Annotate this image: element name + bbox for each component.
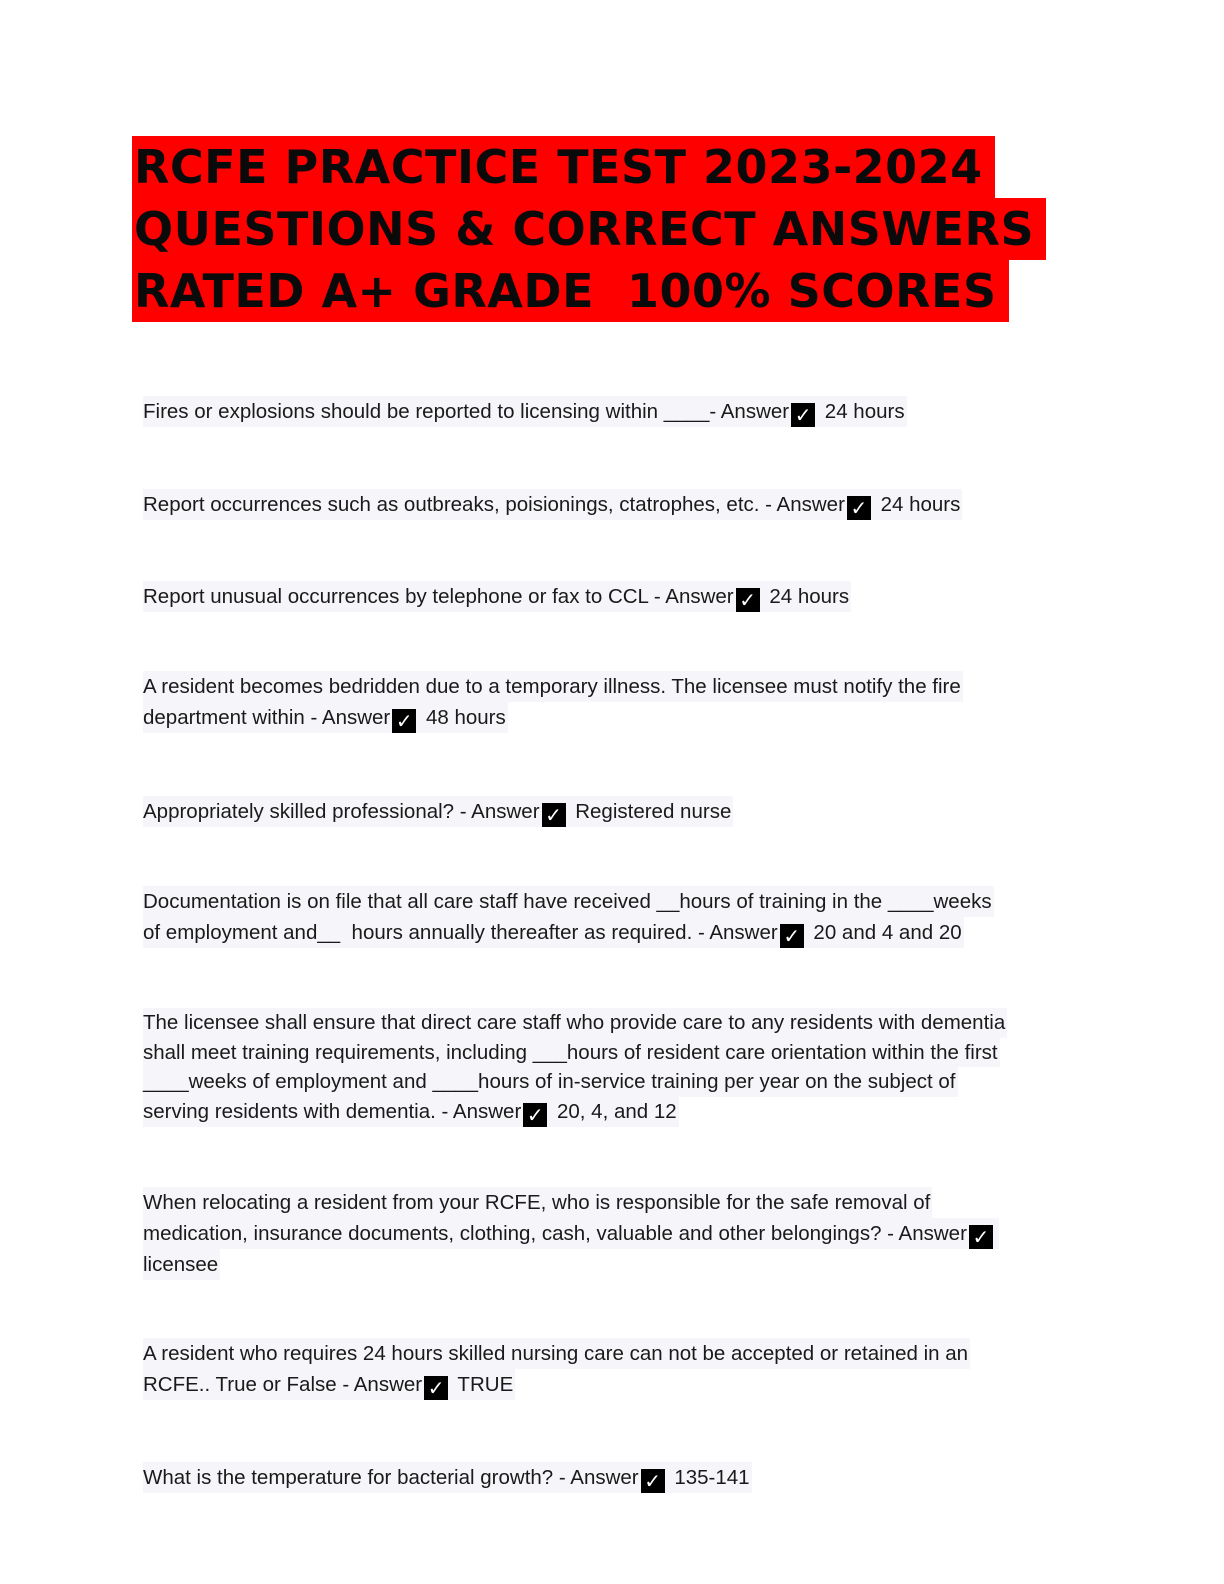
- qa-item: [143, 1008, 1007, 1127]
- answer-text: 24 hours: [819, 400, 905, 423]
- qa-item: [143, 1462, 752, 1493]
- question-text: Fires or explosions should be reported to licensing within ____- Answer: [143, 400, 790, 423]
- qa-line: [143, 581, 851, 612]
- question-text: Report occurrences such as outbreaks, poisionings, ctatrophes, etc. - Answer: [143, 493, 845, 516]
- qa-line: [143, 917, 964, 948]
- qa-item: [143, 796, 733, 827]
- qa-item: [143, 886, 994, 948]
- check-mark-icon: ✓: [847, 496, 871, 520]
- check-mark-icon: ✓: [424, 1376, 448, 1400]
- question-text: of employment and__ hours annually thereafter as required. - Answer: [143, 921, 778, 944]
- check-mark-icon: ✓: [542, 803, 566, 827]
- check-mark-icon: ✓: [969, 1225, 993, 1249]
- qa-item: [143, 1187, 999, 1280]
- qa-line: [143, 1462, 752, 1493]
- answer-text: 20 and 4 and 20: [807, 921, 962, 944]
- answer-text: 20, 4, and 12: [551, 1099, 677, 1123]
- question-text: serving residents with dementia. - Answer: [143, 1099, 522, 1123]
- answer-text: licensee: [143, 1249, 220, 1280]
- answer-text: TRUE: [452, 1373, 514, 1396]
- question-text: Report unusual occurrences by telephone or fax to CCL - Answer: [143, 585, 734, 608]
- qa-line: Documentation is on file that all care staff have received __hours of training in the ____weeks: [143, 886, 994, 917]
- check-mark-icon: ✓: [523, 1103, 547, 1127]
- qa-line: When relocating a resident from your RCFE, who is responsible for the safe removal of: [143, 1187, 932, 1218]
- qa-item: [143, 396, 907, 427]
- qa-line: [143, 1218, 999, 1249]
- title-line-1: RCFE PRACTICE TEST 2023-2024: [132, 136, 995, 198]
- title-line-3: RATED A+ GRADE 100% SCORES: [132, 260, 1009, 322]
- qa-line: [143, 489, 962, 520]
- qa-line: [143, 796, 733, 827]
- qa-item: [143, 581, 851, 612]
- qa-line: A resident who requires 24 hours skilled nursing care can not be accepted or retained in an: [143, 1338, 970, 1369]
- qa-item: [143, 671, 963, 733]
- answer-text: Registered nurse: [569, 800, 732, 823]
- qa-item: [143, 1338, 970, 1400]
- check-mark-icon: ✓: [641, 1469, 665, 1493]
- answer-text: 24 hours: [874, 493, 961, 516]
- question-text: department within - Answer: [143, 706, 391, 729]
- check-mark-icon: ✓: [392, 709, 416, 733]
- qa-line: shall meet training requirements, including ___hours of resident care orientation within the first: [143, 1038, 1000, 1068]
- qa-item: [143, 489, 962, 520]
- qa-line: [143, 702, 508, 733]
- question-text: Appropriately skilled professional? - Answer: [143, 800, 540, 823]
- title-line-2: QUESTIONS & CORRECT ANSWERS: [132, 198, 1046, 260]
- answer-text: 135-141: [668, 1466, 750, 1489]
- document-title: [132, 136, 1035, 322]
- question-text: RCFE.. True or False - Answer: [143, 1373, 423, 1396]
- qa-line: [143, 1097, 679, 1127]
- qa-line: [143, 396, 907, 427]
- check-mark-icon: ✓: [736, 588, 760, 612]
- question-text: medication, insurance documents, clothing, cash, valuable and other belongings? - Answer: [143, 1222, 967, 1245]
- answer-text: 24 hours: [763, 585, 850, 608]
- qa-line: The licensee shall ensure that direct care staff who provide care to any residents with dementia: [143, 1008, 1007, 1038]
- check-mark-icon: ✓: [791, 403, 815, 427]
- check-mark-icon: ✓: [780, 924, 804, 948]
- qa-line: ____weeks of employment and ____hours of in-service training per year on the subject of: [143, 1067, 958, 1097]
- question-text: What is the temperature for bacterial growth? - Answer: [143, 1466, 639, 1489]
- qa-line: A resident becomes bedridden due to a temporary illness. The licensee must notify the fire: [143, 671, 963, 702]
- qa-line: [143, 1369, 515, 1400]
- answer-text: 48 hours: [420, 706, 506, 729]
